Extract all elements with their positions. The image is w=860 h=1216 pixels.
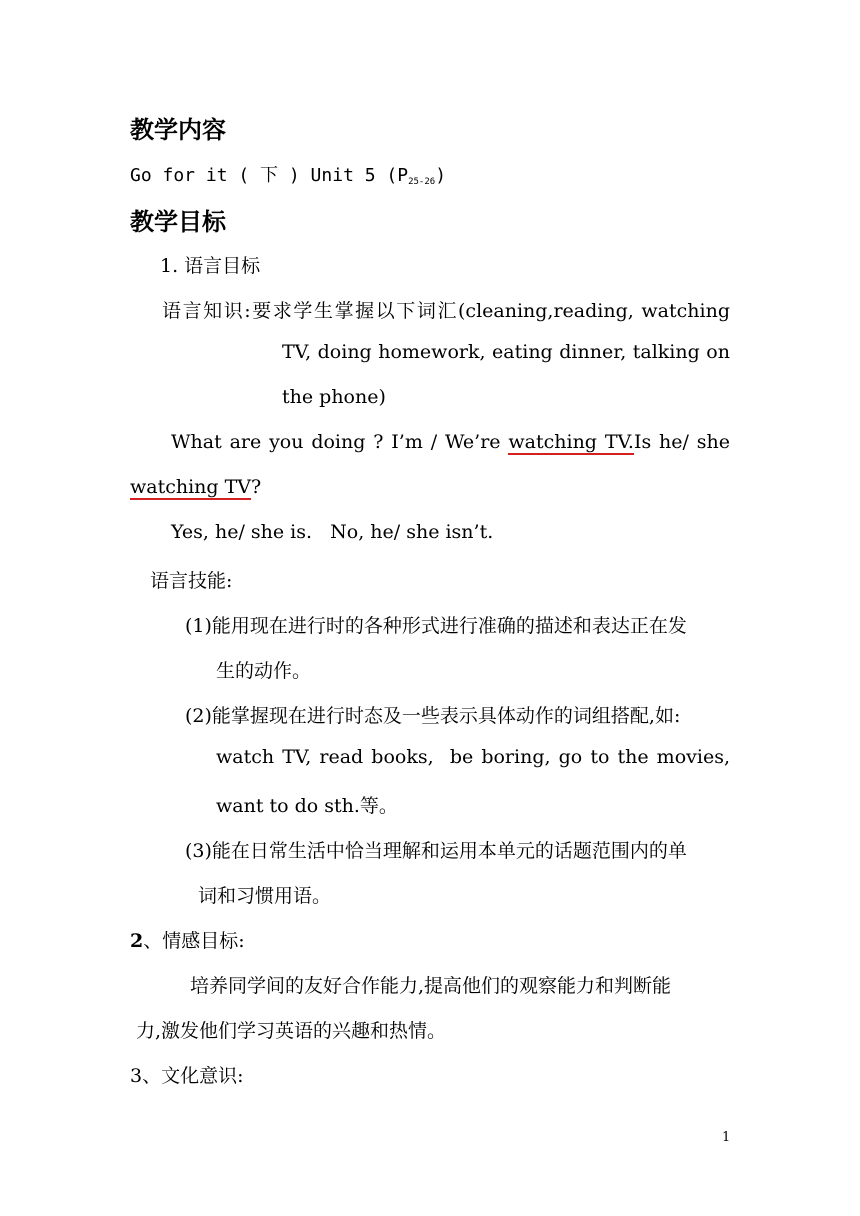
skill-2-line-3: want to do sth.等。: [216, 795, 398, 817]
section2-line-2: 力,激发他们学习英语的兴趣和热情。: [136, 1020, 447, 1042]
section2-number: 2: [130, 930, 144, 952]
knowledge-line-1: 语言知识:要求学生掌握以下词汇(cleaning,reading, watching: [162, 300, 730, 322]
knowledge-line-2: TV, doing homework, eating dinner, talking on: [282, 341, 730, 363]
sentence-text: What are you doing ? I’m / We’re: [171, 431, 509, 453]
heading-teaching-objectives: 教学目标: [130, 208, 226, 236]
course-line-text: Go for it ( 下 ) Unit 5 (P: [130, 165, 409, 186]
course-line-close: ): [435, 165, 447, 186]
skills-title: 语言技能:: [150, 570, 233, 592]
skill-2-line-2: watch TV, read books, be boring, go to the movies,: [216, 746, 730, 768]
section2-line-1: 培养同学间的友好合作能力,提高他们的观察能力和判断能: [190, 975, 672, 997]
answer-line: Yes, he/ she is. No, he/ she isn’t.: [171, 521, 494, 543]
sentence-text: Is he/ she: [633, 431, 730, 453]
page-number: 1: [722, 1130, 731, 1145]
section2-title: [130, 926, 245, 953]
skill-3-line-2: 词和习惯用语。: [198, 885, 332, 907]
sentence-line-2: [130, 476, 261, 498]
page-range-subscript: 25-26: [408, 177, 436, 187]
heading-teaching-content: 教学内容: [130, 116, 226, 144]
course-line: [130, 161, 446, 187]
sentence-line-1: [171, 431, 730, 453]
section2-label: 、情感目标:: [143, 930, 245, 952]
underlined-phrase: watching TV.: [508, 431, 634, 453]
skill-1-line-2: 生的动作。: [216, 660, 312, 682]
sentence-text: ?: [251, 476, 262, 498]
skill-1-line-1: (1)能用现在进行时的各种形式进行准确的描述和表达正在发: [185, 615, 687, 637]
skill-2-line-1: (2)能掌握现在进行时态及一些表示具体动作的词组搭配,如:: [185, 705, 681, 727]
underlined-phrase: watching TV: [130, 476, 252, 498]
section1-title: 1. 语言目标: [160, 255, 261, 277]
section3-title: 3、文化意识:: [130, 1065, 244, 1087]
knowledge-line-3: the phone): [282, 386, 386, 408]
skill-3-line-1: (3)能在日常生活中恰当理解和运用本单元的话题范围内的单: [185, 840, 687, 862]
